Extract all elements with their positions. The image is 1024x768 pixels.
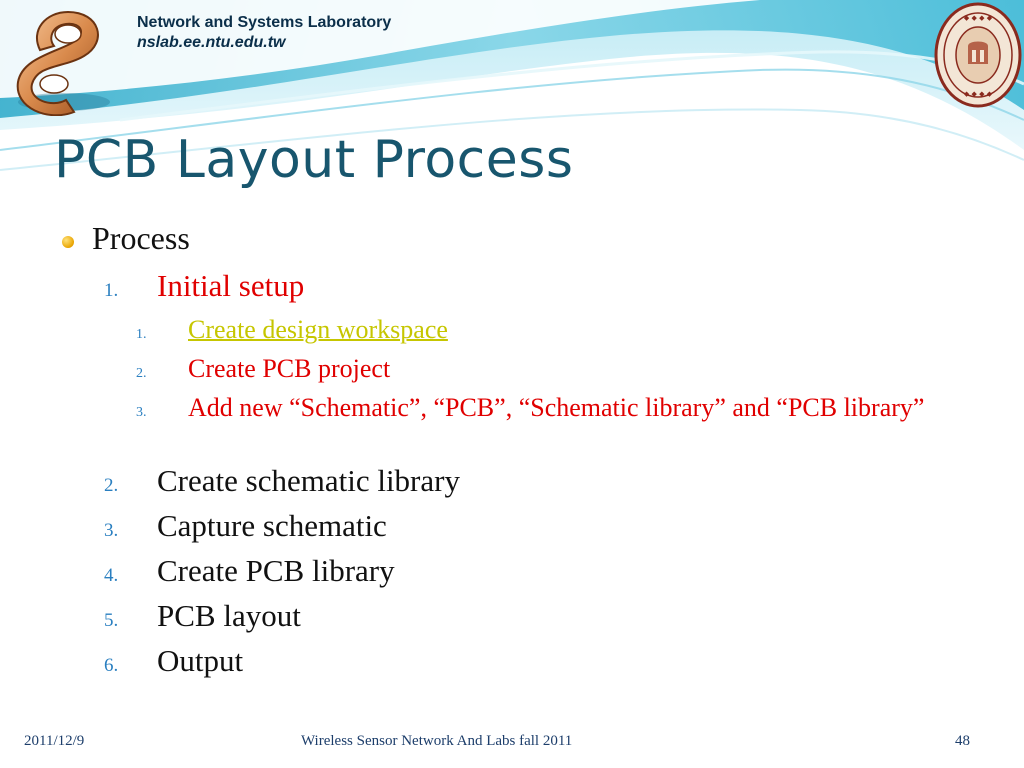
svg-text:◆ ◆ ◆ ◆: ◆ ◆ ◆ ◆ bbox=[963, 14, 993, 22]
step-output: Output bbox=[157, 643, 244, 678]
substep-create-pcb-project: Create PCB project bbox=[188, 354, 391, 383]
step-create-schematic-library: Create schematic library bbox=[157, 463, 460, 498]
substep-number: 1. bbox=[136, 327, 147, 342]
substep-number: 3. bbox=[136, 405, 147, 420]
step-number: 2. bbox=[104, 475, 119, 496]
step-create-pcb-library: Create PCB library bbox=[157, 553, 395, 588]
step-number: 1. bbox=[104, 280, 119, 301]
footer-date: 2011/12/9 bbox=[24, 733, 85, 749]
footer-course: Wireless Sensor Network And Labs fall 2011 bbox=[301, 733, 573, 749]
slide-title: PCB Layout Process bbox=[54, 130, 574, 190]
step-number: 5. bbox=[104, 610, 119, 631]
step-pcb-layout: PCB layout bbox=[157, 598, 301, 633]
footer-page-number: 48 bbox=[955, 733, 970, 749]
lab-url: nslab.ee.ntu.edu.tw bbox=[137, 34, 286, 51]
lab-name: Network and Systems Laboratory bbox=[137, 14, 392, 31]
substep-add-new-files: Add new “Schematic”, “PCB”, “Schematic library” and “PCB library” bbox=[188, 393, 925, 422]
step-number: 3. bbox=[104, 520, 119, 541]
step-number: 6. bbox=[104, 655, 119, 676]
substep-number: 2. bbox=[136, 366, 147, 381]
bullet-process: Process bbox=[92, 220, 190, 256]
university-seal-icon bbox=[934, 2, 1022, 108]
step-capture-schematic: Capture schematic bbox=[157, 508, 387, 543]
bullet-icon bbox=[62, 236, 74, 248]
svg-text:◆ ◆ ◆ ◆: ◆ ◆ ◆ ◆ bbox=[963, 90, 993, 98]
step-initial-setup: Initial setup bbox=[157, 268, 305, 303]
substep-create-design-workspace-link[interactable]: Create design workspace bbox=[188, 315, 448, 344]
lab-logo-icon bbox=[8, 4, 120, 116]
step-number: 4. bbox=[104, 565, 119, 586]
